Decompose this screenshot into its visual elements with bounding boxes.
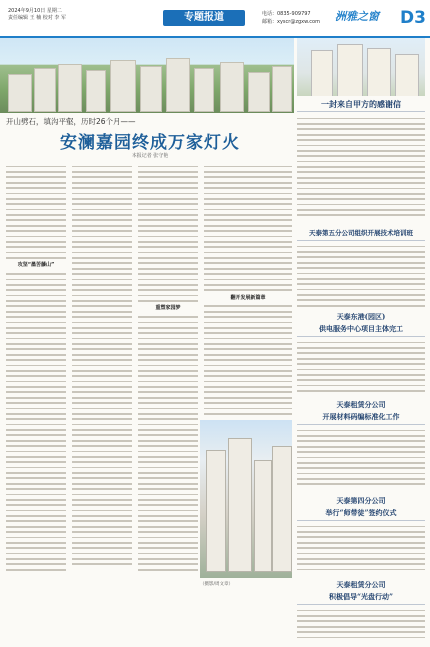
story-column-3 (138, 162, 198, 637)
story2-title: 天泰第五分公司组织开展技术培训班 (309, 229, 413, 237)
subhead-3: 翻开发展新篇章 (230, 294, 266, 301)
story6-title: 天泰租赁分公司 (336, 580, 386, 589)
masthead-meta (8, 8, 66, 22)
story3-body (297, 338, 425, 400)
section-tab: 专题报道 (163, 10, 245, 26)
story-headline: 安澜嘉园终成万家灯火 (60, 133, 240, 153)
hero-photo (0, 38, 294, 113)
story-column-1 (6, 162, 66, 637)
masthead-bar (0, 0, 430, 38)
story2-body (297, 242, 425, 312)
story5-title: 天泰第四分公司 (336, 496, 386, 505)
editor-line: 责任编辑 王 楠 校对 李 军 (8, 15, 66, 21)
right-top-photo (297, 38, 425, 96)
story1-rule (297, 111, 425, 112)
photo-caption: （摄影/周文章） (200, 582, 234, 587)
contact-info (262, 10, 320, 26)
story4-rule (297, 424, 425, 425)
story3-rule (297, 336, 425, 337)
story1-body (297, 114, 425, 224)
story-column-4 (204, 162, 292, 417)
story5-subtitle: 举行“师带徒”签约仪式 (325, 508, 397, 517)
story4-subtitle: 开展材料码编标准化工作 (322, 412, 400, 421)
page-code: D3 (400, 8, 426, 28)
story3-subtitle: 供电服务中心项目主体完工 (319, 324, 403, 333)
story4-title: 天泰租赁分公司 (336, 400, 386, 409)
subhead-1: 攻坚“墨苦藤山” (17, 262, 55, 269)
email-line: 邮箱：xyscr@zgxw.com (262, 19, 320, 25)
story-kicker: 开山劈石，填沟平壑，历时26个月—— (6, 117, 136, 126)
story2-rule (297, 240, 425, 241)
story6-body (297, 606, 425, 644)
date-line: 2024年9月10日 星期二 (8, 8, 62, 14)
story-column-2 (72, 162, 132, 637)
story6-rule (297, 604, 425, 605)
phone-line: 电话：0835-909797 (262, 11, 311, 17)
story4-body (297, 426, 425, 494)
subhead-2: 重塑家园梦 (155, 305, 181, 312)
newspaper-logo: 洲雅之窗 (335, 10, 379, 23)
story6-subtitle: 积极倡导“光盘行动” (328, 592, 394, 601)
residential-photo (200, 420, 292, 578)
story5-body (297, 522, 425, 578)
story5-rule (297, 520, 425, 521)
story1-title: 一封来自甲方的感谢信 (321, 99, 401, 109)
story-byline: 本报记者 张守艳 (131, 153, 169, 159)
story3-title: 天泰东港(园区) (336, 312, 386, 321)
